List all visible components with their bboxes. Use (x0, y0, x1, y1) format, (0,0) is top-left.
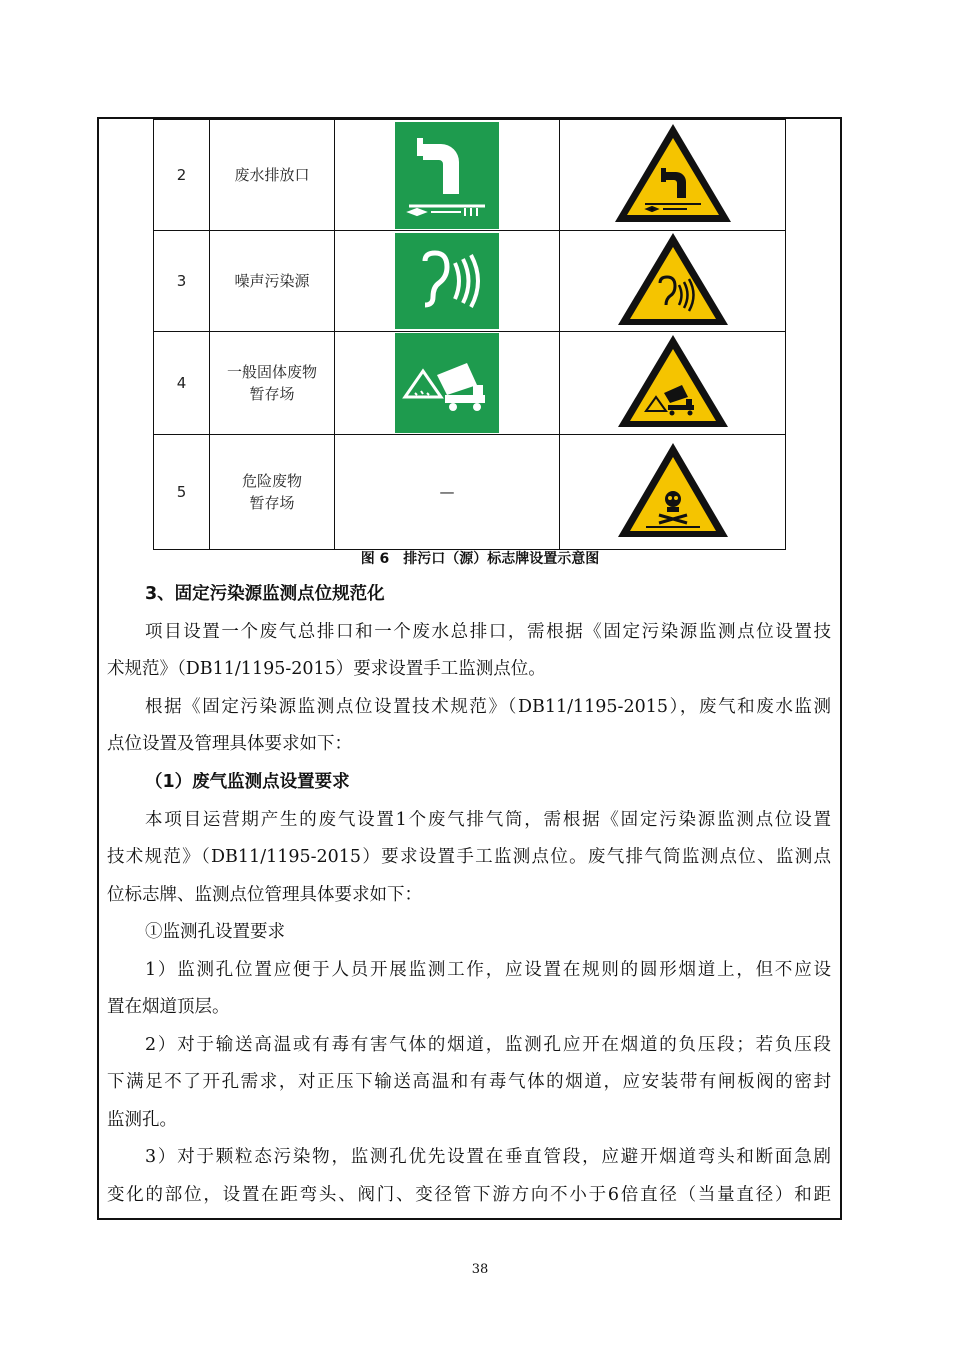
paragraph-line: 本项目运营期产生的废气设置1个废气排气筒，需根据《固定污染源监测点位设置 (145, 810, 831, 830)
paragraph-line: 根据《固定污染源监测点位设置技术规范》（DB11/1195-2015），废气和废水监测 (145, 697, 831, 717)
paragraph-line: 技术规范》（DB11/1195-2015）要求设置手工监测点位。废气排气筒监测点位、监测点 (107, 847, 831, 867)
row-name (210, 435, 335, 550)
list-heading: ①监测孔设置要求 (145, 922, 285, 942)
noise-source-green-sign-icon (395, 233, 499, 329)
name-line: 暂存场 (249, 494, 295, 512)
row-number: 3 (154, 231, 210, 332)
paragraph-line: 2）对于输送高温或有毒有害气体的烟道，监测孔应开在烟道的负压段；若负压段 (145, 1035, 831, 1055)
hazardous-waste-warning-sign-icon (616, 441, 730, 539)
solid-waste-warning-sign-icon (616, 333, 730, 429)
row-name (210, 120, 335, 231)
row-name (210, 231, 335, 332)
subsection-heading: （1）废气监测点设置要求 (145, 772, 350, 792)
empty-sign-dash: — (335, 435, 560, 550)
name-line: 噪声污染源 (234, 272, 310, 290)
paragraph-line: 1）监测孔位置应便于人员开展监测工作，应设置在规则的圆形烟道上，但不应设 (145, 960, 831, 980)
row-number: 4 (154, 332, 210, 435)
table-row (154, 332, 786, 435)
paragraph-line: 项目设置一个废气总排口和一个废水总排口，需根据《固定污染源监测点位设置技 (145, 622, 831, 642)
name-line: 危险废物 (241, 472, 302, 490)
table-row (154, 435, 786, 550)
page-number: 38 (471, 1262, 489, 1277)
row-number: 2 (154, 120, 210, 231)
row-name (210, 332, 335, 435)
solid-waste-green-sign-icon (395, 333, 499, 433)
paragraph-line: 下满足不了开孔需求，对正压下输送高温和有毒气体的烟道，应安装带有闸板阀的密封 (107, 1072, 831, 1092)
paragraph-line: 术规范》（DB11/1195-2015）要求设置手工监测点位。 (107, 659, 546, 679)
name-line: 废水排放口 (234, 166, 310, 184)
paragraph-line: 3）对于颗粒态污染物，监测孔优先设置在垂直管段，应避开烟道弯头和断面急剧 (145, 1147, 831, 1167)
paragraph-line: 监测孔。 (107, 1110, 177, 1130)
figure-caption: 图 6 排污口（源）标志牌设置示意图 (360, 551, 600, 567)
wastewater-outlet-green-sign-icon (395, 122, 499, 229)
sign-table (153, 119, 786, 550)
section-heading: 3、固定污染源监测点位规范化 (145, 584, 385, 604)
name-line: 一般固体废物 (226, 363, 317, 381)
paragraph-line: 点位设置及管理具体要求如下： (107, 734, 352, 754)
paragraph-line: 变化的部位，设置在距弯头、阀门、变径管下游方向不小于6倍直径（当量直径）和距 (107, 1185, 831, 1205)
noise-source-warning-sign-icon (616, 231, 730, 327)
paragraph-line: 置在烟道顶层。 (107, 997, 230, 1017)
row-number: 5 (154, 435, 210, 550)
name-line: 暂存场 (249, 385, 295, 403)
table-row (154, 231, 786, 332)
wastewater-outlet-warning-sign-icon (611, 120, 735, 226)
paragraph-line: 位标志牌、监测点位管理具体要求如下： (107, 885, 422, 905)
table-row (154, 120, 786, 231)
